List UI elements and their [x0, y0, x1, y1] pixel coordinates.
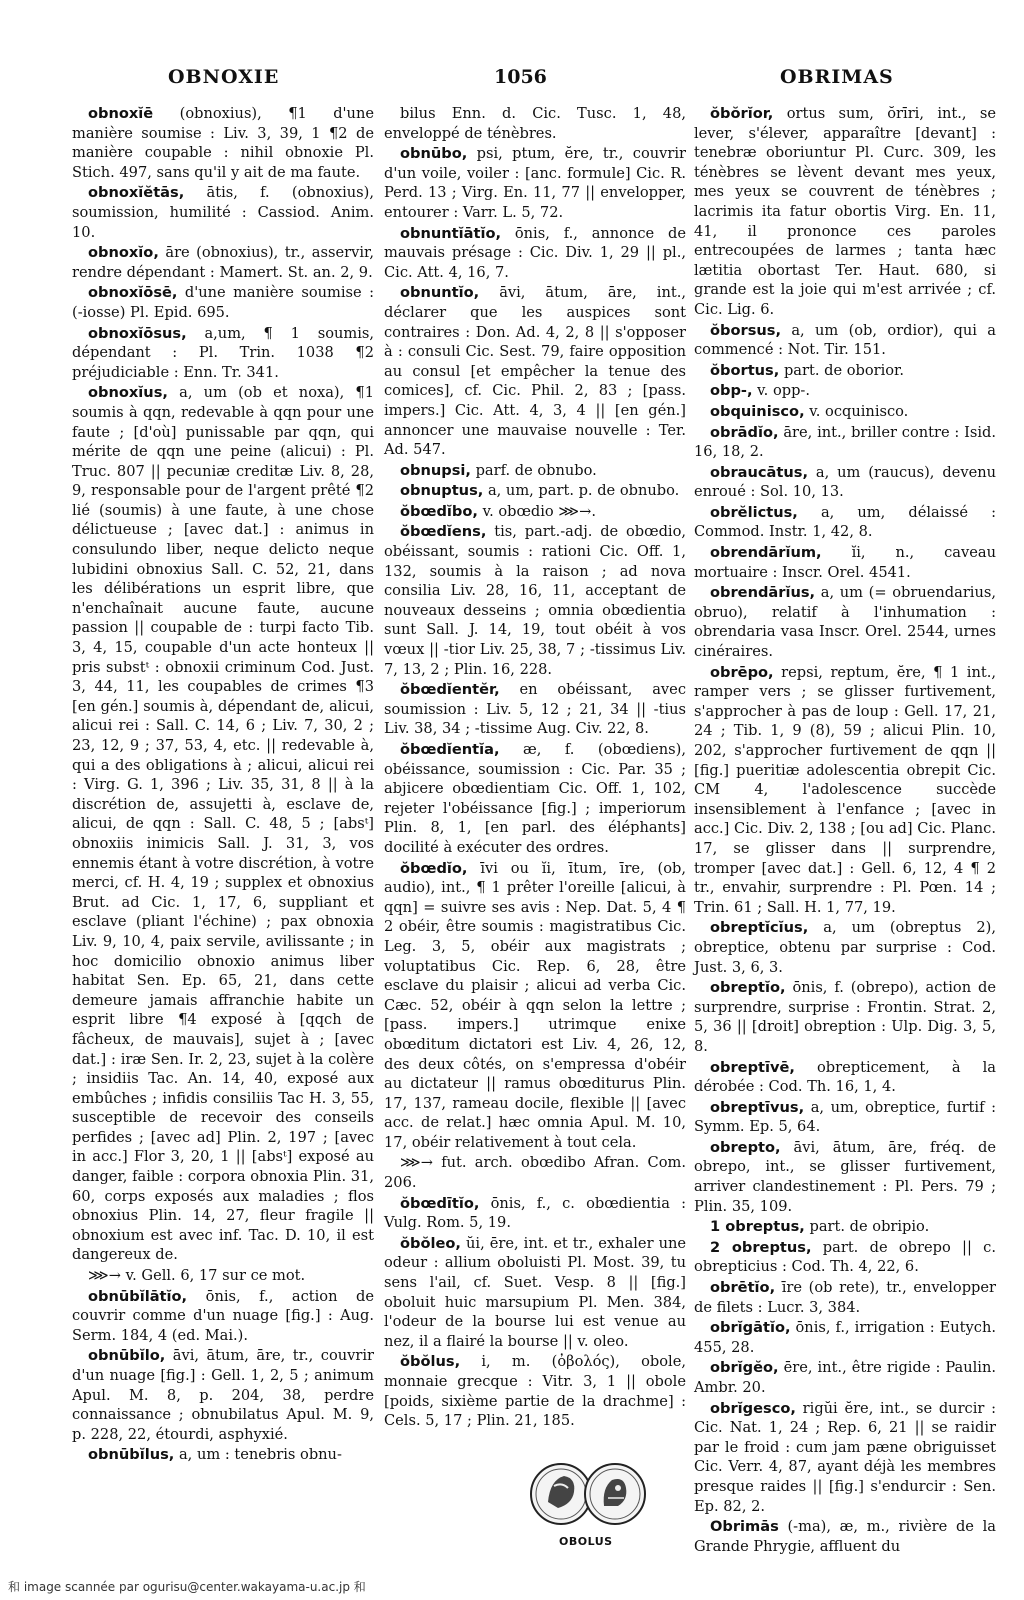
dictionary-entry: [384, 1153, 686, 1192]
entry-headword: ŏbœdĭbo,: [400, 502, 478, 520]
entry-definition: v. ocquinisco.: [809, 402, 909, 420]
entry-headword: ŏbŏleo,: [400, 1234, 461, 1252]
entry-headword: obrĭgātĭo,: [710, 1319, 791, 1337]
dictionary-entry: [72, 324, 374, 383]
entry-definition: īvi ou ĭi, ītum, īre, (ob, audio), int., ¶ 1 prêter l'oreille [alicui, à qqn] = suivre ses avis : Nep. Dat. 5, 4 ¶ 2 obéir, être soumis : magistratibus Cic. Leg. 3, 5, obéir aux magistrats ; voluptatibus Cic. Rep. 6, 28, être esclave du plaisir ; alicui ad verba Cic. Cæc. 52, obéir à qqn selon la lettre ; [pass. impers.] utrimque enixe obœditum dictatori est Liv. 4, 26, 12, des deux côtés, on s'empressa d'obéir au dictateur || ramus obœditurus Plin. 17, 137, rameau docile, flexible || [avec acc. de relat.] hæc omnia Apul. M. 10, 17, obéir relativement à tout cela.: [384, 859, 686, 1151]
dictionary-entry: [694, 1318, 996, 1357]
dictionary-entry: [384, 144, 686, 222]
entry-definition: ōnis, f., c. obœdientia : Vulg. Rom. 5, 19.: [384, 1194, 686, 1232]
scan-credit: 和 image scannée par ogurisu@center.wakayama-u.ac.jp 和: [8, 1580, 366, 1594]
entry-definition: psi, ptum, ĕre, tr., couvrir d'un voile, voiler : [anc. formule] Cic. R. Perd. 13 ; Virg. En. 11, 77 || envelopper, entourer : Varr. L. 5, 72.: [384, 145, 686, 221]
entry-definition: a, um (obreptus 2), obreptice, obtenu par surprise : Cod. Just. 3, 6, 3.: [694, 919, 997, 976]
entry-definition: repsi, reptum, ĕre, ¶ 1 int., ramper vers ; se glisser furtivement, s'approcher à pas de loup : Gell. 17, 21, 24 ; Tib. 1, 9 (8), 59 ; alicui Plin. 10, 202, s'approcher furtivement de qqn || [fig.] pueritiæ adolescentia obrepit Cic. CM 4, l'adolescence succède insensiblement à l'enfance ; [avec in acc.] Cic. Div. 2, 138 ; [ou ad] Cic. Planc. 17, se glisser dans || surprendre, tromper [avec dat.] : Gell. 6, 12, 4 ¶ 2 tr., envahir, surprendre : Pl. Pœn. 14 ; Trin. 61 ; Sall. H. 1, 77, 19.: [694, 663, 997, 916]
entry-headword: Obrimās: [710, 1518, 779, 1536]
obolus-coin-icon: [528, 1458, 648, 1530]
entry-definition: ōnis, f., action de couvrir comme d'un nuage [fig.] : Aug. Serm. 184, 4 (ed. Mai.).: [72, 1287, 374, 1344]
entry-definition: ōnis, f., annonce de mauvais présage : Cic. Div. 1, 29 || pl., Cic. Att. 4, 16, 7.: [384, 224, 687, 281]
dictionary-entry: [384, 1352, 686, 1430]
entry-headword: obnuntĭo,: [400, 284, 480, 302]
entry-headword: ŏbœdĭens,: [400, 523, 487, 541]
entry-headword: obrādĭo,: [710, 423, 779, 441]
page-header: [0, 66, 1024, 94]
dictionary-entry: [72, 1266, 374, 1286]
entry-definition: a, um : tenebris obnu-: [178, 1446, 342, 1464]
page-number: 1056: [494, 66, 547, 88]
entry-headword: obrētĭo,: [710, 1279, 776, 1297]
entry-definition: part. de obripio.: [809, 1218, 930, 1236]
dictionary-entry: [384, 104, 686, 143]
dictionary-entry: [72, 243, 374, 282]
entry-definition: a, um (= obruendarius, obruo), relatif à l'inhumation : obrendaria vasa Inscr. Orel. 2544, urnes cinéraires.: [694, 584, 996, 661]
dictionary-entry: [384, 1234, 686, 1352]
entry-definition: āre, int., briller contre : Isid. 16, 18, 2.: [694, 423, 997, 461]
dictionary-entry: [694, 463, 996, 502]
entry-definition: ōnis, f., irrigation : Eutych. 455, 28.: [694, 1319, 996, 1356]
entry-definition: i, m. (ὀβολός), obole, monnaie grecque : Vitr. 3, 1 || obole [poids, sixième partie de la drachme] : Cels. 5, 17 ; Plin. 21, 185.: [384, 1353, 686, 1430]
dictionary-entry: [694, 381, 996, 401]
entry-headword: ŏborsus,: [710, 321, 782, 339]
entry-definition: v. obœdio ⋙→.: [482, 502, 596, 520]
entry-definition: a,um, ¶ 1 soumis, dépendant : Pl. Trin. 1038 ¶2 préjudiciable : Enn. Tr. 341.: [72, 324, 375, 381]
column-1: [72, 104, 374, 1466]
entry-headword: obreptĭcĭus,: [710, 919, 809, 937]
entry-definition: v. opp-.: [757, 382, 811, 400]
entry-headword: ŏbŏrĭor,: [710, 105, 774, 122]
dictionary-entry: [384, 224, 686, 283]
entry-headword: obreptīvus,: [710, 1098, 805, 1116]
dictionary-entry: [694, 402, 996, 422]
entry-definition: a, um, part. p. de obnubo.: [487, 482, 680, 500]
entry-definition: ⋙→ v. Gell. 6, 17 sur ce mot.: [88, 1267, 306, 1285]
entry-definition: rigŭi ĕre, int., se durcir : Cic. Nat. 1, 24 ; Rep. 6, 21 || se raidir par le froid : cum jam pæne obriguisset Cic. Verr. 4, 87, ayant déjà les membres presque raides || [fig.] s'endurcir : Sen. Ep. 82, 2.: [694, 1399, 997, 1515]
dictionary-entry: [72, 1445, 374, 1465]
dictionary-entry: [694, 543, 996, 582]
entry-definition: æ, f. (obœdiens), obéissance, soumission : Cic. Par. 35 ; abjicere obœdientiam Cic. Off. 1, 102, rejeter l'obéissance [fig.] ; imperiorum Plin. 8, 1, [en parl. des éléphants] docilité à exécuter des ordres.: [384, 741, 686, 856]
entry-definition: a, um (raucus), devenu enroué : Sol. 10, 13.: [694, 463, 996, 501]
dictionary-entry: [694, 321, 996, 360]
dictionary-entry: [384, 481, 686, 501]
entry-definition: ⋙→ fut. arch. obœdibo Afran. Com. 206.: [384, 1154, 686, 1192]
entry-definition: āvi, ātum, āre, fréq. de obrepo, int., se glisser furtivement, arriver clandestinement : Pl. Pers. 79 ; Plin. 35, 109.: [694, 1138, 996, 1215]
entry-headword: obnoxĭōsē,: [88, 284, 178, 302]
dictionary-entry: [694, 1238, 996, 1277]
dictionary-entry: [694, 361, 996, 381]
entry-headword: obnūbĭlus,: [88, 1446, 175, 1464]
entry-definition: parf. de obnubo.: [475, 461, 597, 479]
entry-definition: part. de obrepo || c. obrepticius : Cod. Th. 4, 22, 6.: [694, 1238, 996, 1276]
dictionary-entry: [694, 1058, 996, 1097]
dictionary-entry: [72, 383, 374, 1265]
dictionary-entry: [694, 1138, 996, 1216]
entry-definition: āre (obnoxius), tr., asservir, rendre dépendant : Mamert. St. an. 2, 9.: [72, 244, 375, 281]
entry-headword: ŏbŏlus,: [400, 1353, 461, 1371]
entry-definition: tis, part.-adj. de obœdio, obéissant, soumis : rationi Cic. Off. 1, 132, soumis à la raison ; ad nova consilia Liv. 28, 16, 11, acceptant de nouveaux desseins ; omnia obœdientia sunt Sall. J. 14, 19, tout obéit à vos vœux || -tior Liv. 25, 38, 7 ; -tissimus Liv. 7, 13, 2 ; Plin. 16, 228.: [384, 523, 686, 678]
entry-headword: obreptĭo,: [710, 979, 786, 997]
dictionary-entry: [384, 461, 686, 481]
dictionary-entry: [694, 1358, 996, 1397]
entry-headword: obquinisco,: [710, 402, 805, 420]
header-right-guideword: OBRIMAS: [780, 66, 894, 88]
entry-headword: ŏbœdĭo,: [400, 859, 468, 877]
entry-headword: obnūbĭlo,: [88, 1347, 166, 1365]
dictionary-entry: [72, 104, 374, 182]
dictionary-entry: [72, 183, 374, 242]
dictionary-entry: [694, 978, 996, 1056]
entry-headword: obrĕlictus,: [710, 503, 798, 521]
header-left-guideword: OBNOXIE: [168, 66, 280, 88]
entry-definition: a, um, délaissé : Commod. Instr. 1, 42, 8.: [694, 503, 996, 541]
dictionary-entry: [384, 522, 686, 679]
entry-headword: ŏbœdītĭo,: [400, 1194, 480, 1212]
entry-definition: ĭi, n., caveau mortuaire : Inscr. Orel. 4541.: [694, 544, 996, 581]
dictionary-entry: [72, 1346, 374, 1444]
entry-headword: obnoxĭus,: [88, 384, 168, 402]
dictionary-entry: [694, 1098, 996, 1137]
entry-definition: d'une manière soumise : (-iosse) Pl. Epid. 695.: [72, 284, 374, 321]
entry-headword: ŏbœdĭentĕr,: [400, 681, 500, 699]
entry-definition: (-ma), æ, m., rivière de la Grande Phrygie, affluent du: [694, 1518, 996, 1555]
entry-headword: 2 obreptus,: [710, 1238, 812, 1256]
coin-caption: OBOLUS: [559, 1535, 613, 1548]
entry-definition: īre (ob rete), tr., envelopper de filets : Lucr. 3, 384.: [694, 1279, 997, 1316]
entry-headword: obrēpo,: [710, 663, 774, 681]
entry-headword: ŏbortus,: [710, 361, 780, 379]
entry-definition: ŭi, ēre, int. et tr., exhaler une odeur : allium oboluisti Pl. Most. 39, tu sens l'ail, cf. Suet. Vesp. 8 || [fig.] oboluit huic marsupium Pl. Men. 384, l'odeur de la bourse lui est venue au nez, il a flairé la bourse || v. oleo.: [384, 1234, 686, 1350]
entry-headword: obnupsi,: [400, 461, 471, 479]
entry-headword: 1 obreptus,: [710, 1218, 805, 1236]
entry-definition: bilus Enn. d. Cic. Tusc. 1, 48, enveloppé de ténèbres.: [384, 105, 686, 142]
entry-headword: obrĭgesco,: [710, 1399, 796, 1417]
entry-headword: obp-,: [710, 382, 753, 400]
entry-headword: obnoxĭē: [88, 105, 154, 122]
dictionary-entry: [694, 503, 996, 542]
dictionary-entry: [72, 283, 374, 322]
entry-headword: obrendārĭus,: [710, 584, 816, 602]
entry-headword: obnoxĭĕtās,: [88, 184, 185, 202]
entry-definition: a, um, obreptice, furtif : Symm. Ep. 5, 64.: [694, 1098, 996, 1136]
dictionary-entry: [694, 1217, 996, 1237]
entry-headword: obraucātus,: [710, 463, 809, 481]
entry-definition: ātis, f. (obnoxius), soumission, humilité : Cassiod. Anim. 10.: [72, 184, 374, 241]
entry-definition: āvi, ātum, āre, tr., couvrir d'un nuage [fig.] : Gell. 1, 2, 5 ; animum Apul. M. 8, p. 204, 38, perdre connaissance ; obnubilatus Apul. M. 9, p. 228, 22, étourdi, asphyxié.: [72, 1347, 374, 1443]
dictionary-entry: [384, 740, 686, 858]
entry-headword: obnūbĭlātĭo,: [88, 1287, 188, 1305]
dictionary-entry: [384, 859, 686, 1153]
dictionary-entry: [72, 1287, 374, 1346]
dictionary-entry: [694, 1517, 996, 1556]
dictionary-entry: [384, 283, 686, 459]
entry-headword: obnuntĭātĭo,: [400, 224, 502, 242]
entry-headword: obnoxĭo,: [88, 244, 159, 262]
entry-headword: obrĭgĕo,: [710, 1359, 779, 1377]
dictionary-entry: [694, 423, 996, 462]
entry-definition: part. de oborior.: [783, 361, 905, 379]
entry-definition: ēre, int., être rigide : Paulin. Ambr. 20.: [694, 1359, 997, 1396]
entry-definition: āvi, ātum, āre, int., déclarer que les auspices sont contraires : Don. Ad. 4, 2, 8 || s'opposer à : consuli Cic. Sest. 79, faire opposition au consul [et empêcher la tenue des comices], cf. Cic. Phil. 2, 83 ; [pass. impers.] Cic. Att. 4, 3, 4 || [en gén.] annoncer une mauvaise nouvelle : Ter. Ad. 547.: [384, 284, 686, 459]
entry-headword: ŏbœdĭentĭa,: [400, 741, 500, 758]
dictionary-entry: [694, 583, 996, 661]
dictionary-entry: [694, 918, 996, 977]
column-3: [694, 104, 996, 1557]
dictionary-entry: [694, 104, 996, 320]
entry-definition: a, um (ob, ordior), qui a commencé : Not. Tir. 151.: [694, 321, 996, 359]
entry-definition: ōnis, f. (obrepo), action de surprendre, surprise : Frontin. Strat. 2, 5, 36 || [droit] obreption : Ulp. Dig. 3, 5, 8.: [694, 979, 996, 1055]
entry-definition: ortus sum, ŏrīri, int., se lever, s'élever, apparaître [devant] : tenebræ oboriuntur Pl. Curc. 309, les ténèbres se lèvent devant mes yeux, mes yeux se couvrent de ténèbres ; lacrimis ita fatur obortis Virg. En. 11, 41, il prononce ces paroles entrecoupées de larmes ; tanta hæc lætitia obortast Ter. Haut. 680, si grande est la joie qui m'est arrivée ; cf. Cic. Lig. 6.: [694, 105, 997, 318]
column-2: [384, 104, 686, 1432]
dictionary-entry: [384, 502, 686, 522]
dictionary-entry: [694, 1399, 996, 1517]
entry-definition: (obnoxius), ¶1 d'une manière soumise : Liv. 3, 39, 1 ¶2 de manière coupable : nihil obnoxie Pl. Stich. 497, sans qu'il y ait de ma faute.: [72, 105, 374, 181]
entry-headword: obnoxĭōsus,: [88, 324, 187, 342]
entry-headword: obrendārĭum,: [710, 544, 822, 562]
entry-definition: obrepticement, à la dérobée : Cod. Th. 16, 1, 4.: [694, 1058, 996, 1096]
dictionary-entry: [384, 1194, 686, 1233]
entry-headword: obrepto,: [710, 1138, 781, 1156]
dictionary-entry: [694, 663, 996, 918]
entry-definition: a, um (ob et noxa), ¶1 soumis à qqn, redevable à qqn pour une faute ; [d'où] punissable par qqn, qui mérite de qqn une peine (alicui) : Pl. Truc. 807 || pecuniæ creditæ Liv. 8, 28, 9, responsable pour de l'argent prêté ¶2 lié (soumis) à une faute, à une chose délictueuse ; [avec dat.] : animus in consulundo liber, neque delicto neque lubidini obnoxius Sall. C. 52, 21, dans les délibérations un esprit libre, que n'enchaînait aucune faute, aucune passion || coupable de : turpi facto Tib. 3, 4, 15, coupable d'un acte honteux || pris substᵗ : obnoxii criminum Cod. Just. 3, 44, 11, les coupables de crimes ¶3 [en gén.] soumis à, dépendant de, alicui, alicui rei : Sall. C. 14, 6 ; Liv. 7, 30, 2 ; 23, 12, 9 ; 37, 53, 4, etc. || redevable à, qui a des obligations à ; alicui, alicui rei : Virg. G. 1, 396 ; Liv. 35, 31, 8 || à la discrétion de, assujetti à, esclave de, alicui, de qqn : Sall. C. 48, 5 ; [absᵗ] obnoxiis inimicis Sall. J. 31, 3, vos ennemis étant à votre discrétion, à votre merci, cf. H. 4, 19 ; supplex et obnoxius Brut. ad Cic. 1, 17, 6, suppliant et esclave (pliant l'échine) ; pax obnoxia Liv. 9, 10, 4, paix servile, avilissante ; in hoc domicilio obnoxio animus liber habitat Sen. Ep. 65, 21, dans cette demeure jamais affranchie habite un esprit libre ¶4 exposé à [qqch de fâcheux, de mauvais], sujet à ; [avec dat.] : iræ Sen. Ir. 2, 23, sujet à la colère ; insidiis Tac. An. 14, 40, exposé aux embûches ; infidis consiliis Tac H. 3, 55, susceptible de recevoir des conseils perfides ; [avec ad] Plin. 2, 197 ; [avec in acc.] Flor 3, 20, 1 || [absᵗ] exposé au danger, faible : corpora obnoxia Plin. 31, 60, corps exposés aux maladies ; flos obnoxius Plin. 14, 27, fleur fragile || obnoxium est avec inf. Tac. D. 10, il est dangereux de.: [72, 384, 375, 1264]
entry-definition: en obéissant, avec soumission : Liv. 5, 12 ; 21, 34 || -tius Liv. 38, 34 ; -tissime Aug. Civ. 22, 8.: [384, 681, 686, 738]
entry-headword: obnūbo,: [400, 145, 468, 163]
dictionary-entry: [694, 1278, 996, 1317]
entry-headword: obnuptus,: [400, 482, 484, 500]
dictionary-entry: [384, 680, 686, 739]
entry-headword: obreptīvē,: [710, 1058, 795, 1076]
